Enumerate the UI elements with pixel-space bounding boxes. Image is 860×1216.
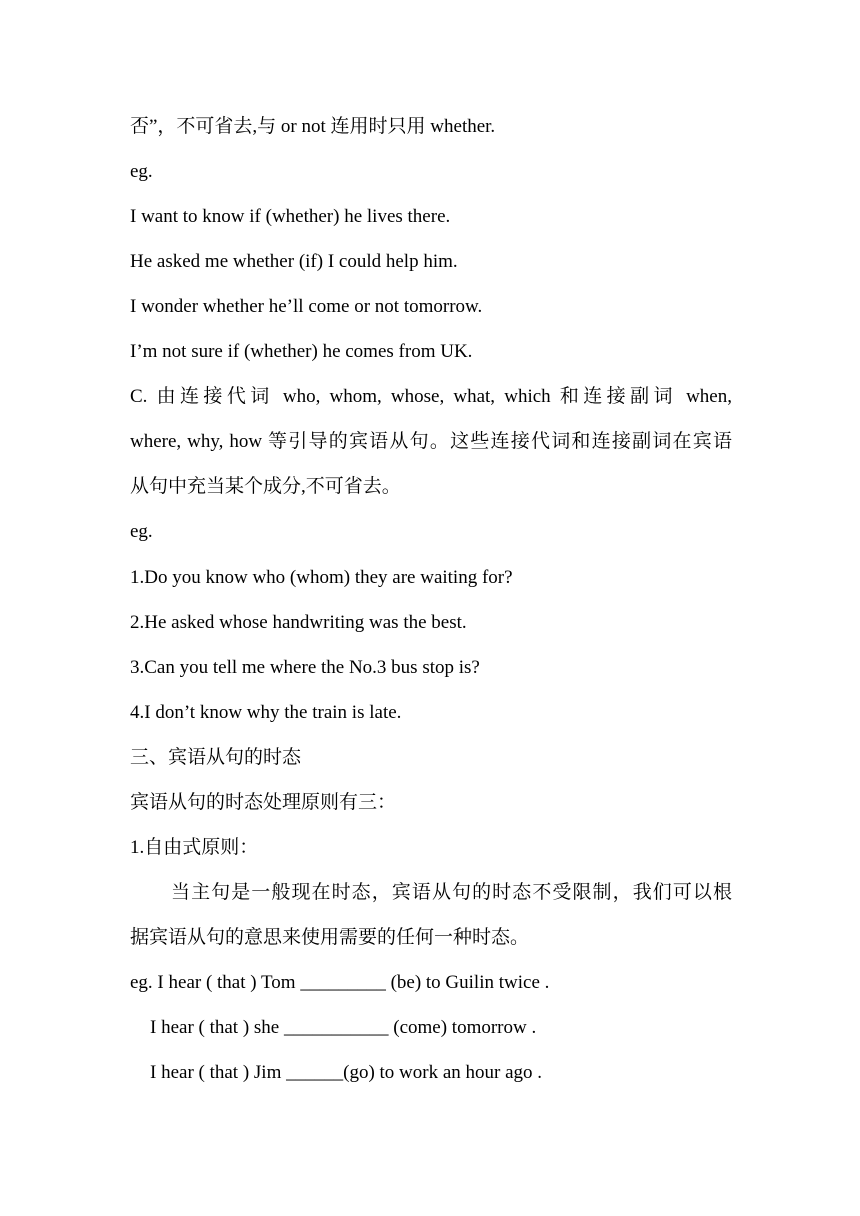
text-line: He asked me whether (if) I could help him. <box>130 251 458 272</box>
text-line: 1.Do you know who (whom) they are waiting for? <box>130 567 513 588</box>
text-line: C. 由连接代词 who, whom, whose, what, which 和连接副词 when, <box>130 386 732 407</box>
text-line: 宾语从句的时态处理原则有三： <box>130 792 397 813</box>
exercise-line: eg. I hear ( that ) Tom _________ (be) to Guilin twice . <box>130 972 550 993</box>
text-line: 否”，不可省去,与 or not 连用时只用 whether. <box>130 116 496 137</box>
text-line: 2.He asked whose handwriting was the best. <box>130 612 467 633</box>
section-heading: 三、宾语从句的时态 <box>130 747 302 768</box>
text-line: 据宾语从句的意思来使用需要的任何一种时态。 <box>130 927 530 948</box>
text-line: where, why, how 等引导的宾语从句。这些连接代词和连接副词在宾语 <box>130 431 732 452</box>
text-line: 3.Can you tell me where the No.3 bus stop is? <box>130 657 480 678</box>
exercise-line: I hear ( that ) she ___________ (come) tomorrow . <box>150 1017 537 1038</box>
text-line: 从句中充当某个成分,不可省去。 <box>130 476 401 497</box>
text-line: eg. <box>130 521 153 542</box>
text-line: 1.自由式原则： <box>130 837 259 858</box>
text-line: I want to know if (whether) he lives there. <box>130 206 451 227</box>
text-line: I’m not sure if (whether) he comes from UK. <box>130 341 473 362</box>
text-line: I wonder whether he’ll come or not tomorrow. <box>130 296 483 317</box>
exercise-line: I hear ( that ) Jim ______(go) to work an hour ago . <box>150 1062 543 1083</box>
text-line: eg. <box>130 161 153 182</box>
text-line: 4.I don’t know why the train is late. <box>130 702 402 723</box>
text-line: 当主句是一般现在时态，宾语从句的时态不受限制，我们可以根 <box>171 882 732 903</box>
